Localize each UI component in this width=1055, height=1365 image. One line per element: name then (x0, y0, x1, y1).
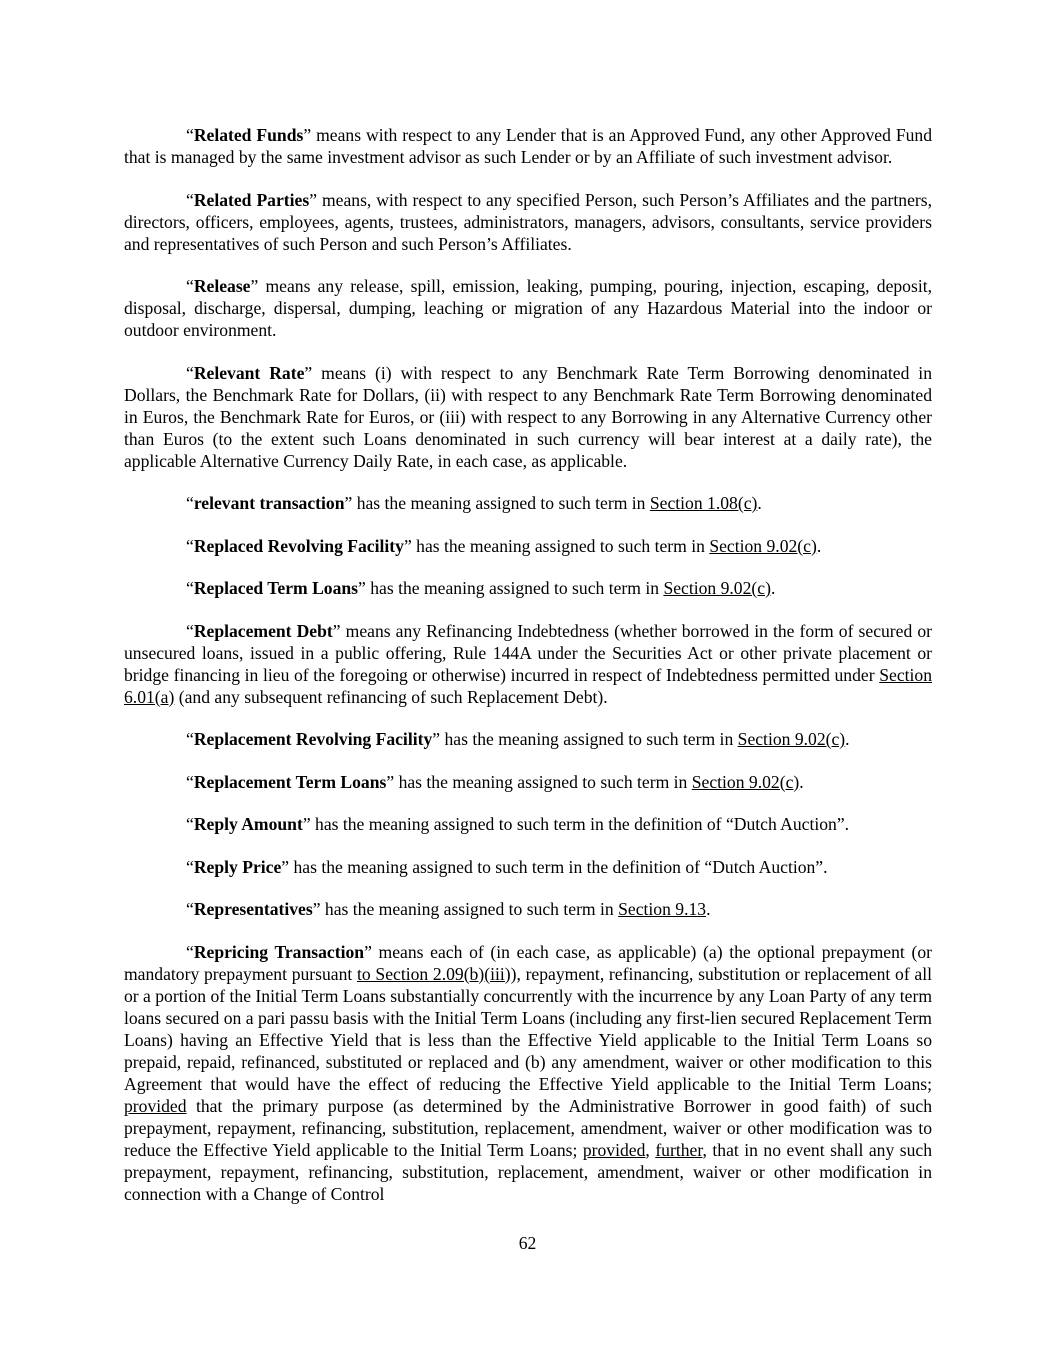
definition-repricing-transaction: “Repricing Transaction” means each of (in each case, as applicable) (a) the optional prepayment (or mandatory prepayment pursuant to Section 2.09(b)(iii)), repayment, refinancing, substitution or replacement of all or a portion of the Initial Term Loans substantially concurrently with the incurrence by any Loan Party of any term loans secured on a pari passu basis with the Initial Term Loans (including any first-lien secured Replacement Term Loans) having an Effective Yield that is less than the Effective Yield applicable to the Initial Term Loans so prepaid, repaid, refinanced, substituted or replaced and (b) any amendment, waiver or other modification to this Agreement that would have the effect of reducing the Effective Yield applicable to the Initial Term Loans; provided that the primary purpose (as determined by the Administrative Borrower in good faith) of such prepayment, repayment, refinancing, substitution, replacement, amendment, waiver or other modification was to reduce the Effective Yield applicable to the Initial Term Loans; provided, further, that in no event shall any such prepayment, repayment, refinancing, substitution, replacement, amendment, waiver or other modification in connection with a Change of Control (124, 941, 933, 1204)
definition-text: that the primary purpose (as determined by the Administrative Borrower in good faith) of such prepayment, repayment, refinancing, substitution, replacement, amendment, waiver or other modification was to reduce the Effective Yield applicable to the Initial Term Loans; (124, 1095, 932, 1160)
definition-release: “Release” means any release, spill, emission, leaking, pumping, pouring, injection, escaping, deposit, disposal, discharge, dispersal, dumping, leaching or migration of any Hazardous Material into the indoor or outdoor environment. (124, 276, 932, 340)
definition-text: has the meaning assigned to such term in (440, 729, 738, 749)
defined-term: Repricing Transaction (193, 941, 365, 962)
definition-text: means, with respect to any specified Person, such Person’s Affiliates and the partners, directors, officers, employees, agents, trustees, administrators, managers, advisors, consultants, service providers and representatives of such Person and such Person’s Affiliates. (124, 189, 932, 254)
defined-term: Reply Price (193, 856, 282, 877)
defined-term: Related Parties (193, 189, 310, 210)
defined-term: Replacement Term Loans (193, 771, 387, 792)
definition-related-funds: “Related Funds” means with respect to any Lender that is an Approved Fund, any other Approved Fund that is managed by the same investment advisor as such Lender or by an Affiliate of such investment advisor. (124, 125, 932, 167)
definition-text: ), repayment, refinancing, substitution or replacement of all or a portion of the Initial Term Loans substantially concurrently with the incurrence by any Loan Party of any term loans secured on a pari passu basis with the Initial Term Loans (including any first-lien secured Replacement Term Loans) having an Effective Yield that is less than the Effective Yield applicable to the Initial Term Loans so prepaid, repaid, refinanced, substituted or replaced and (b) any amendment, waiver or other modification to this Agreement that would have the effect of reducing the Effective Yield applicable to the Initial Term Loans; (124, 963, 933, 1094)
section-reference: Section 9.02(c) (709, 535, 817, 556)
definition-text: has the meaning assigned to such term in (394, 771, 692, 792)
page-number: 62 (518, 1233, 537, 1253)
definition-end: (and any subsequent refinancing of such Replacement Debt). (174, 686, 608, 707)
document-body (124, 124, 932, 1225)
definition-end: . (799, 771, 804, 792)
section-reference: Section 9.02(c) (691, 771, 800, 792)
definition-end: . (845, 729, 850, 749)
definition-text: means any Refinancing Indebtedness (whether borrowed in the form of secured or unsecured loans, issued in a public offering, Rule 144A under the Securities Act or other private placement or bridge financing in lieu of the foregoing or otherwise) incurred in respect of Indebtedness permitted under (124, 620, 932, 685)
definition-end: . (706, 899, 711, 919)
definition-text: , that in no event shall any such prepayment, repayment, refinancing, substitution, replacement, amendment, waiver or other modification in connection with a Change of Control (124, 1139, 932, 1204)
definition-representatives: “Representatives” has the meaning assigned to such term in Section 9.13. (186, 899, 711, 919)
section-reference: Section 9.02(c) (663, 578, 771, 598)
definition-text: has the meaning assigned to such term in the definition of “Dutch Auction”. (289, 856, 828, 877)
definition-end: . (757, 493, 762, 513)
defined-term: Relevant Rate (193, 362, 305, 383)
definition-text: has the meaning assigned to such term in (320, 899, 619, 919)
section-reference: Section 9.13 (618, 899, 707, 919)
proviso-reference: provided (582, 1139, 646, 1160)
definition-replaced-revolving-facility: “Replaced Revolving Facility” has the meaning assigned to such term in Section 9.02(c). (186, 535, 822, 556)
definition-relevant-rate: “Relevant Rate” means (i) with respect to any Benchmark Rate Term Borrowing denominated in Dollars, the Benchmark Rate for Dollars, (ii) with respect to any Benchmark Rate Term Borrowing denominated in Euros, the Benchmark Rate for Euros, or (iii) with respect to any Borrowing in any Alternative Currency other than Euros (to the extent such Loans denominated in such currency will bear interest at a daily rate), the applicable Alternative Currency Daily Rate, in each case, as applicable. (124, 362, 932, 471)
definition-replacement-debt: “Replacement Debt” means any Refinancing Indebtedness (whether borrowed in the form of secured or unsecured loans, issued in a public offering, Rule 144A under the Securities Act or other private placement or bridge financing in lieu of the foregoing or otherwise) incurred in respect of Indebtedness permitted under Section 6.01(a) (and any subsequent refinancing of such Replacement Debt). (124, 620, 932, 707)
definition-replaced-term-loans: “Replaced Term Loans” has the meaning assigned to such term in Section 9.02(c). (186, 578, 776, 598)
definition-text: means with respect to any Lender that is an Approved Fund, any other Approved Fund that is managed by the same investment advisor as such Lender or by an Affiliate of such investment advisor. (124, 125, 932, 167)
definition-text: has the meaning assigned to such term in the definition of “Dutch Auction”. (310, 814, 850, 834)
definition-reply-price: “Reply Price” has the meaning assigned to such term in the definition of “Dutch Auction”. (186, 856, 828, 877)
proviso-reference: provided (124, 1095, 187, 1116)
section-reference: Section 9.02(c) (737, 729, 846, 749)
defined-term: Replacement Debt (193, 620, 333, 641)
definition-text: has the meaning assigned to such term in (411, 535, 710, 556)
defined-term: Replaced Term Loans (193, 578, 359, 598)
definition-end: . (770, 578, 776, 598)
section-reference: Section 1.08(c) (649, 493, 758, 513)
section-reference: Section 6.01(a) (124, 664, 932, 707)
defined-term: Replaced Revolving Facility (193, 535, 404, 556)
defined-term: Replacement Revolving Facility (193, 729, 433, 749)
definition-text: means each of (in each case, as applicable) (a) the optional prepayment (or mandatory prepayment pursuant (124, 941, 932, 984)
definition-reply-amount: “Reply Amount” has the meaning assigned to such term in the definition of “Dutch Auction”. (186, 814, 850, 834)
defined-term: Representatives (193, 899, 313, 919)
definition-text: means any release, spill, emission, leaking, pumping, pouring, injection, escaping, deposit, disposal, discharge, dispersal, dumping, leaching or migration of any Hazardous Material into the indoor or outdoor environment. (124, 276, 932, 340)
defined-term: relevant transaction (193, 493, 345, 513)
definition-text: , (645, 1139, 656, 1160)
definition-text: has the meaning assigned to such term in (352, 493, 650, 513)
definition-text: means (i) with respect to any Benchmark Rate Term Borrowing denominated in Dollars, the Benchmark Rate for Dollars, (ii) with respect to any Benchmark Rate Term Borrowing denominated in Euros, the Benchmark Rate for Euros, or (iii) with respect to any Borrowing in any Alternative Currency other than Euros (to the extent such Loans denominated in such currency will bear interest at a daily rate), the applicable Alternative Currency Daily Rate, in each case, as applicable. (124, 362, 932, 471)
definition-end: . (816, 535, 822, 556)
definition-replacement-term-loans: “Replacement Term Loans” has the meaning assigned to such term in Section 9.02(c). (186, 771, 804, 792)
defined-term: Reply Amount (193, 814, 303, 834)
defined-term: Related Funds (193, 125, 304, 145)
proviso-reference: further (655, 1139, 703, 1160)
definition-relevant-transaction: “relevant transaction” has the meaning assigned to such term in Section 1.08(c). (186, 493, 762, 513)
defined-term: Release (193, 276, 251, 296)
definition-related-parties: “Related Parties” means, with respect to any specified Person, such Person’s Affiliates and the partners, directors, officers, employees, agents, trustees, administrators, managers, advisors, consultants, service providers and representatives of such Person and such Person’s Affiliates. (124, 189, 932, 254)
definition-text: has the meaning assigned to such term in (365, 578, 664, 598)
section-reference: to Section 2.09(b)(iii) (357, 963, 511, 984)
definition-replacement-revolving-facility: “Replacement Revolving Facility” has the meaning assigned to such term in Section 9.02(c). (186, 729, 850, 749)
